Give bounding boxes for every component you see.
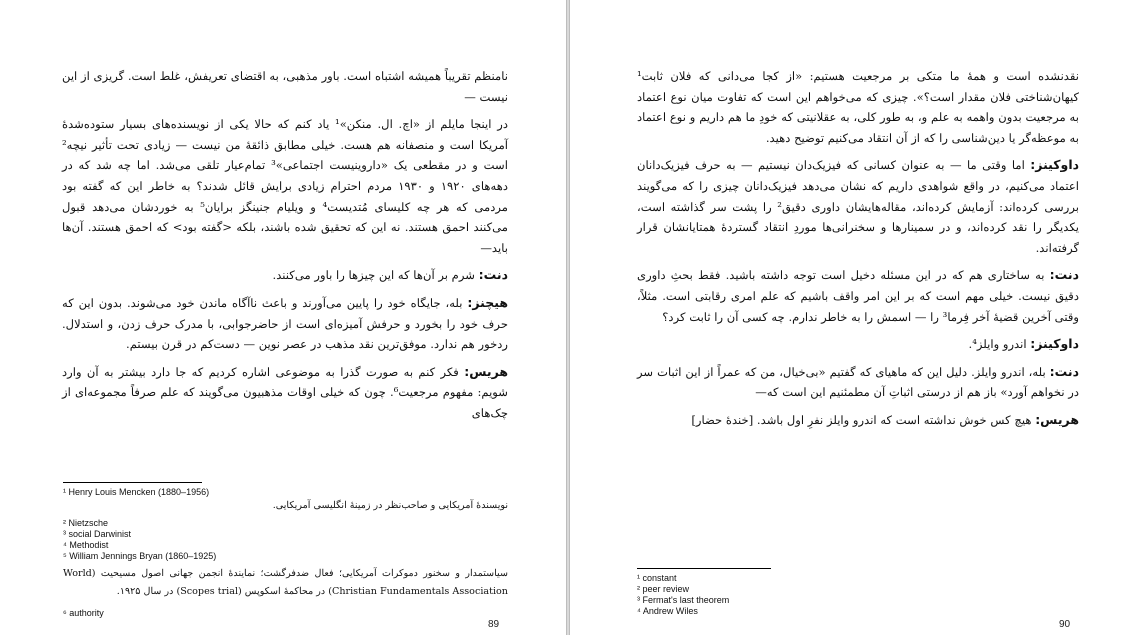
speaker-name: هیچنز: <box>467 294 508 310</box>
dialogue-line <box>62 362 508 424</box>
footnote-divider <box>637 568 771 569</box>
speech-text: بله، جایگاه خود را پایین می‌آورند و باعث ناآگاه ماندن خود می‌شوند. بدون این که حرف خود را بخورد و حرفش آمیزه‌ای است از حاضرجوابی، با مدرک حرف زدن، و استدلال. ردخور هم ندارد. موفق‌ترین نقد مذهب در عصر نوین — دست‌کم در قرن بیستم. <box>62 295 508 352</box>
dialogue-line <box>62 293 508 355</box>
footnote-2: ² Nietzsche <box>63 518 109 528</box>
footnote-5-description: سیاستمدار و سخنور دموکرات آمریکایی؛ فعال ضدفرگشت؛ نمایندهٔ انجمن جهانی اصول مسیحیت (World Christian Fundamentals Association) در محاکمهٔ اسکوپس (Scopes trial) در سال ۱۹۲۵. <box>63 568 508 597</box>
footnote-6: ⁶ authority <box>63 608 104 618</box>
dialogue-line <box>637 265 1079 327</box>
page-89 <box>0 0 567 635</box>
speaker-name: هریس: <box>464 363 509 379</box>
speech-text: اما وقتی ما — به عنوان کسانی که فیزیک‌دان نیستیم — به حرف فیزیک‌دانان اعتماد می‌کنیم، در واقع شواهدی داریم که نشان می‌دهد فیزیک‌دانان چیزی را که می‌گویند بررسی کرده‌اند: آزمایش کرده‌اند، مقاله‌هایشان داوری دقیق² را پشت سر گذاشته است، یکدیگر را نقد کرده‌اند، و در سمینارها و سخنرانی‌ها موردِ انتقاد گستردهٔ همتایانشان قرار گرفته‌اند. <box>637 158 1079 255</box>
footnote-1-description: نویسندهٔ آمریکایی و صاحب‌نظر در زمینهٔ انگلیسی آمریکایی. <box>272 500 508 511</box>
footnote-4: ⁴ Andrew Wiles <box>637 606 698 616</box>
dialogue-line <box>637 334 1079 355</box>
speech-text: هیچ کس خوش نداشته است که اندرو وایلز نفرِ اول باشد. [خندهٔ حضار] <box>691 412 1032 427</box>
paragraph: در اینجا مایلم از «اچ. ال. منکن»¹ یاد کنم که حالا یکی از نویسنده‌های بسیار ستوده‌شدهٔ آمریکا است و منصفانه هم هست. خیلی مطابق ذائقهٔ من نیست — زیادی تحت تأثیر نیچه² است و در مقطعی یک «داروینیست اجتماعی»³ تمام‌عیار تلقی می‌شد. اما چه شد که در دهه‌های ۱۹۲۰ و ۱۹۳۰ مردم احترام زیادی برایش قائل شدند؟ به خاطر این که گفته بود مردمی که هر چه کلیسای مُتدیست⁴ و ویلیام جنینگز برایان⁵ به خوردشان می‌دهد قبول می‌کنند احمق هستند. نه این که تحقیق شده باشند، بلکه <گفته بود> که احمق هستند. آن‌ها باید— <box>62 117 508 255</box>
page-90 <box>569 0 1139 635</box>
dialogue-line <box>637 410 1079 431</box>
speaker-name: داوکینز: <box>1030 157 1080 173</box>
speech-text: اندرو وایلز⁴. <box>968 337 1027 352</box>
speech-text: بله، اندرو وایلز. دلیل این که ماهیای که گفتیم «بی‌خیال، من که عمراً از این اثبات سر در نخواهم آورد» باز هم از درستی اثباتِ آن مطمئنیم این است که— <box>637 364 1079 400</box>
page-89-body <box>62 66 508 431</box>
speaker-name: داوکینز: <box>1030 336 1079 352</box>
speech-text: به ساختاری هم که در این مسئله دخیل است توجه داشته باشید. فقط بحثِ داوری دقیق نیست. خیلی مهم است که بر این امر واقف باشیم که علم امری رقابتی است. مثلاً، وقتی آخرین قضیهٔ آخر فِرما³ را — اسمش را به خاطر ندارم. چه کسی آن را ثابت کرد؟ <box>637 268 1079 324</box>
speech-text: شرم بر آن‌ها که این چیزها را باور می‌کنند. <box>272 268 475 283</box>
speaker-name: دنت: <box>478 267 508 283</box>
dialogue-line <box>62 265 508 286</box>
footnote-3: ³ Fermat's last theorem <box>637 595 730 605</box>
footnote-1: ¹ Henry Louis Mencken (1880–1956) <box>63 487 210 497</box>
dialogue-line <box>637 362 1079 403</box>
page-number: 90 <box>1059 619 1071 630</box>
footnote-2: ² peer review <box>637 584 690 594</box>
paragraph: نقدنشده است و همهٔ ما متکی بر مرجعیت هستیم: «از کجا می‌دانی که فلان ثابت¹ کیهان‌شناختی فلان مقدار است؟». چیزی که می‌خواهم این است که تفاوت میان نوع اعتماد به مرجعیت بدون واهمه به علم و، به طور کلی، به عقلانیتی که خودِ ما هم داریم و نوع اعتماد به موعظه‌گر یا دین‌شناسی را که از آن انتقاد می‌کنیم توضیح دهید. <box>637 69 1079 145</box>
footnote-4: ⁴ Methodist <box>63 540 109 550</box>
page-90-body <box>637 66 1079 438</box>
speaker-name: دنت: <box>1049 363 1079 379</box>
page-number: 89 <box>488 619 500 630</box>
footnote-divider <box>63 482 202 483</box>
paragraph: نامنظم تقریباً همیشه اشتباه است. باور مذهبی، به اقتضای تعریفش، غلط است. گریزی از این نیست — <box>62 69 508 104</box>
footnote-5: ⁵ William Jennings Bryan (1860–1925) <box>63 551 217 561</box>
footnote-1: ¹ constant <box>637 573 677 583</box>
dialogue-line <box>637 155 1079 258</box>
speaker-name: هریس: <box>1035 411 1079 427</box>
footnote-3: ³ social Darwinist <box>63 529 132 539</box>
speech-text: فکر کنم به صورت گذرا به موضوعی اشاره کردیم که جا دارد بیشتر به آن وارد شویم: مفهوم مرجعیت⁶. چون که خیلی اوقات مذهبیون می‌گویند که علم صرفاً مجموعه‌ای از چک‌های <box>62 364 508 420</box>
speaker-name: دنت: <box>1049 267 1080 283</box>
